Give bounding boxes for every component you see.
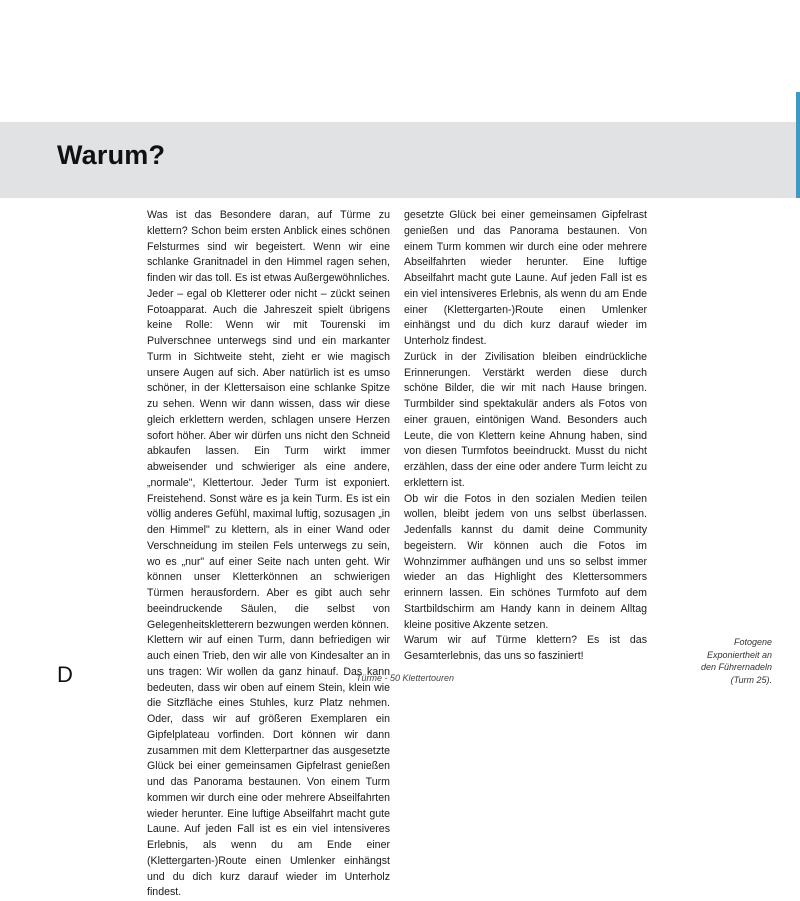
photo-caption (660, 636, 772, 686)
caption-line: den Führernadeln (700, 662, 772, 672)
caption-line: Exponiertheit an (706, 649, 772, 660)
page-title: Warum? (57, 140, 166, 170)
text-column-right (404, 208, 647, 662)
paragraph: Ob wir die Fotos in den sozialen Medien teilen wollen, bleibt jedem von uns selbst überlassen. Jedenfalls kannst du damit deine Community begeistern. Wir können auch die Fotos im Wohnzimmer aufhängen und uns so selbst immer wieder an das Highlight des Klettersommers erinnern lassen. Ein schönes Turmfoto auf dem Startbildschirm am Handy kann in deinem Alltag kleine positive Akzente setzen. (404, 492, 647, 631)
section-letter: D (57, 662, 73, 687)
paragraph: Warum wir auf Türme klettern? Es ist das Gesamterlebnis, das uns so fasziniert! (404, 634, 647, 662)
paragraph: Zurück in der Zivilisation bleiben eindrückliche Erinnerungen. Verstärkt werden diese durch schöne Bilder, die wir mit nach Hause bringen. Turmbilder sind spektakulär anders als Fotos von einer grauen, eintönigen Wand. Besonders auch Leute, die von Klettern keine Ahnung haben, sind von diesen Turmfotos beeindruckt. Musst du nicht erzählen, dass der eine oder andere Turm leicht zu erklettern ist. (404, 350, 647, 489)
paragraph: Was ist das Besondere daran, auf Türme zu klettern? Schon beim ersten Anblick eines schönen Felsturmes sind wir begeistert. Wenn wir eine schlanke Granitnadel in den Himmel ragen sehen, finden wir das toll. Es ist etwas Außergewöhnliches. Jeder – egal ob Kletterer oder nicht – zückt seinen Fotoapparat. Auch die Jahreszeit spielt übrigens keine Rolle: Wenn wir mit Tourenski im Pulverschnee unterwegs sind und ein markanter Turm in Sichtweite steht, zieht er wie magisch unsere Augen auf sich. Aber natürlich ist es umso schöner, in der Klettersaison eine schlanke Spitze zu sehen. Wenn wir dann wissen, dass wir diese gleich erklettern werden, schlagen unsere Herzen sofort höher. Aber wir dürfen uns nicht den Schneid abkaufen lassen. Ein Turm wirkt immer abweisender und schwieriger als eine andere, „normale", Klettertour. Jeder Turm ist exponiert. Freistehend. Sonst wäre es ja kein Turm. Es ist ein völlig anderes Gefühl, maximal luftig, sozusagen „in den Himmel" zu klettern, als in einer Wand oder Verschneidung im steilen Fels unterwegs zu sein, wo es „nur" auf einer Seite nach unten geht. Wir können unser Kletterkönnen an schwierigen Türmen herausfordern. Aber es gibt auch sehr beeindruckende Säulen, die selbst von Gelegenheitskletterern bezwungen werden können. (147, 209, 390, 631)
paragraph: gesetzte Glück bei einer gemeinsamen Gipfelrast genießen und das Panorama bestaunen. Von einem Turm kommen wir durch eine oder mehrere Abseilfahrten wieder herunter. Eine luftige Abseilfahrt macht gute Laune. Auf jeden Fall ist es ein viel intensiveres Erlebnis, als wenn du am Ende einer (Klettergarten-)Route einen Umlenker einhängst und du dich kurz darauf wieder im Unterholz findest. (404, 209, 647, 347)
caption-line: (Turm 25). (730, 674, 772, 685)
running-footer: Türme - 50 Klettertouren (355, 673, 455, 683)
caption-line: Fotogene (733, 637, 772, 647)
accent-stripe (796, 92, 800, 198)
text-column-left (147, 208, 390, 899)
paragraph: Klettern wir auf einen Turm, dann befriedigen wir auch einen Trieb, den wir alle von Kindesalter an in uns tragen: Wir wollen da ganz hinauf. Das kann bedeuten, dass wir oben auf einem Stein, klein wie die Sitzfläche eines Stuhles, kurz Platz nehmen. Oder, dass wir auf größeren Exemplaren ein Gipfelplateau vorfinden. Dort können wir dann zusammen mit dem Kletterpartner das ausgesetzte Glück bei einer gemeinsamen Gipfelrast genießen und das Panorama bestaunen. Von einem Turm kommen wir durch eine oder mehrere Abseilfahrten wieder herunter. Eine luftige Abseilfahrt macht gute Laune. Auf jeden Fall ist es ein viel intensiveres Erlebnis, als wenn du am Ende einer (Klettergarten-)Route einen Umlenker einhängst und du dich kurz darauf wieder im Unterholz findest. (147, 634, 390, 899)
